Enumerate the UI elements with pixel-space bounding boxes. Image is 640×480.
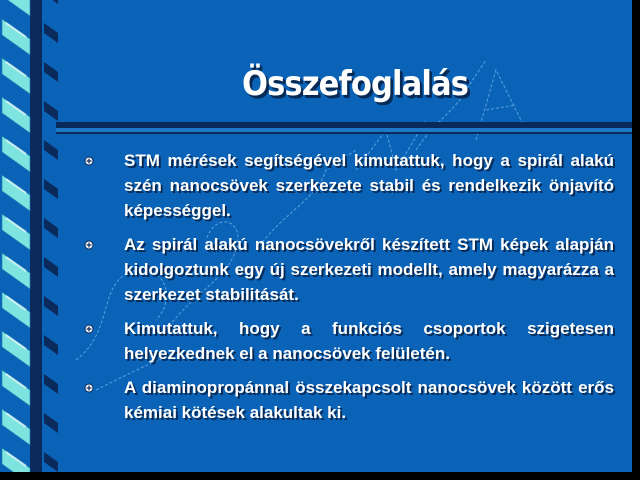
spiral-binding-icon [0,0,64,472]
list-item [84,148,614,223]
bullet-text: STM mérések segítségével kimutattuk, hogy a spirál alakú szén nanocsövek szerkezete stabil és rendelkezik önjavító képességgel. [124,151,614,220]
title-divider-highlight [56,128,632,132]
circle-plus-icon [84,383,94,393]
circle-plus-icon [84,156,94,166]
slide-shadow-right [632,4,640,480]
slide-shadow-bottom [4,472,640,480]
circle-plus-icon [84,324,94,334]
list-item [84,232,614,307]
slide-title: Összefoglalás [241,64,469,104]
circle-plus-icon [84,240,94,250]
bullet-text: A diaminopropánnal összekapcsolt nanocsövek között erős kémiai kötések alakultak ki. [124,378,614,422]
bullet-text: Kimutattuk, hogy a funkciós csoportok szigetesen helyezkednek el a nanocsövek felületén. [124,319,614,363]
list-item [84,375,614,425]
list-item [84,316,614,366]
bullet-list [84,148,614,434]
bullet-text: Az spirál alakú nanocsövekről készített STM képek alapján kidolgoztunk egy új szerkezeti modellt, amely magyarázza a szerkezet stabilitását. [124,235,614,304]
